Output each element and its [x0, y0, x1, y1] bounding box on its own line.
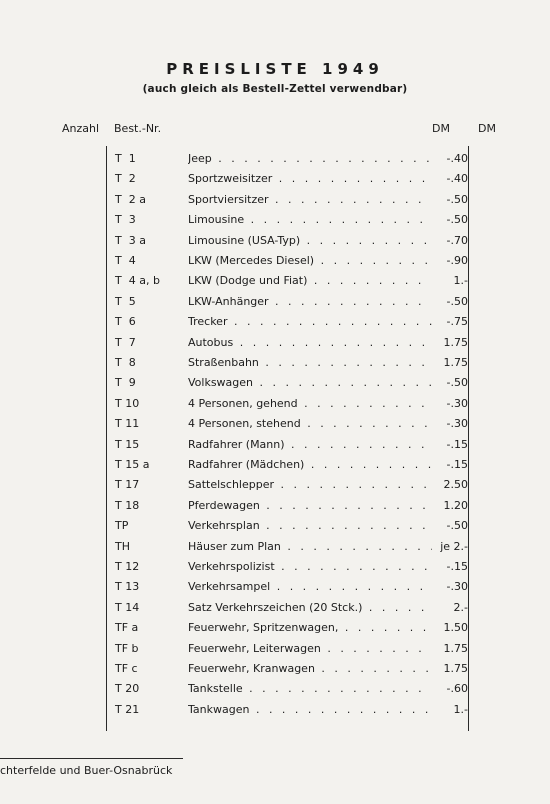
item-name: Pferdewagen . . .: [188, 499, 432, 512]
table-row: [0, 210, 550, 230]
table-row: [0, 639, 550, 659]
table-row: [0, 414, 550, 434]
item-price: -.50: [432, 295, 468, 308]
item-price: 1.75: [432, 662, 468, 675]
item-price: 1.75: [432, 336, 468, 349]
item-name: Sportviersitzer . . .: [188, 193, 432, 206]
item-name: LKW (Mercedes Diesel) . . .: [188, 254, 432, 267]
order-number: T 6: [115, 315, 136, 329]
order-number: T 8: [115, 356, 136, 369]
item-price: -.50: [432, 519, 468, 532]
order-number: T 15 a: [115, 458, 150, 471]
item-price: -.50: [432, 213, 468, 226]
item-name: Feuerwehr, Kranwagen . . .: [188, 662, 432, 675]
table-row: [0, 679, 550, 699]
item-name: Verkehrsampel . . .: [188, 580, 432, 593]
item-name: Limousine . . .: [188, 213, 432, 226]
table-row: [0, 496, 550, 516]
order-number: TH: [115, 539, 130, 553]
item-price: -.15: [432, 560, 468, 573]
column-header-best-nr: Best.-Nr.: [114, 122, 162, 135]
table-row: [0, 271, 550, 291]
order-number: T 2: [115, 172, 136, 186]
item-price: 1.75: [432, 356, 468, 369]
table-row: [0, 659, 550, 679]
table-row: [0, 618, 550, 638]
table-row: [0, 231, 550, 251]
item-price: 1.-: [432, 703, 468, 716]
table-row: [0, 149, 550, 169]
item-price: -.60: [432, 682, 468, 695]
order-number: T 14: [115, 600, 140, 614]
item-name: Tankstelle . . .: [188, 682, 432, 695]
order-number: T 4: [115, 254, 136, 267]
order-number: T 17: [115, 478, 140, 492]
table-row: [0, 577, 550, 597]
table-row: [0, 333, 550, 353]
item-name: Trecker . . .: [188, 315, 432, 328]
item-price: -.50: [432, 193, 468, 206]
item-name: Häuser zum Plan . . .: [188, 540, 432, 553]
order-number: T 2 a: [115, 192, 146, 206]
item-price: -.75: [432, 315, 468, 328]
item-price: -.50: [432, 376, 468, 389]
item-price: 2.-: [432, 601, 468, 614]
item-name: Sattelschlepper . . .: [188, 478, 432, 491]
order-number: T 11: [115, 417, 140, 431]
item-name: Verkehrsplan . . .: [188, 519, 432, 532]
item-price: -.90: [432, 254, 468, 267]
order-number: T 18: [115, 498, 140, 512]
order-number: T 9: [115, 376, 136, 390]
table-row: [0, 557, 550, 577]
order-number: TF a: [115, 621, 139, 635]
order-number: T 7: [115, 335, 136, 349]
table-row: [0, 598, 550, 618]
item-name: Satz Verkehrszeichen (20 Stck.) . . .: [188, 601, 432, 614]
order-number: T 20: [115, 682, 140, 696]
table-row: [0, 700, 550, 720]
item-name: Radfahrer (Mann) . . .: [188, 438, 432, 451]
page-subtitle: (auch gleich als Bestell-Zettel verwendbar): [142, 83, 408, 95]
item-name: Sportzweisitzer . . .: [188, 172, 432, 185]
item-name: Volkswagen . . .: [188, 376, 432, 389]
table-row: [0, 292, 550, 312]
item-price: -.70: [432, 234, 468, 247]
order-number: T 21: [115, 702, 140, 716]
item-price: -.15: [432, 438, 468, 451]
table-row: [0, 394, 550, 414]
item-price: -.40: [432, 172, 468, 185]
item-name: Limousine (USA-Typ) . . .: [188, 234, 432, 247]
item-price: 1.20: [432, 499, 468, 512]
table-row: [0, 537, 550, 557]
order-number: T 12: [115, 560, 140, 573]
table-row: [0, 516, 550, 536]
item-name: Autobus . . .: [188, 336, 432, 349]
item-price: -.30: [432, 580, 468, 593]
order-number: T 3 a: [115, 233, 146, 247]
item-price: -.15: [432, 458, 468, 471]
table-row: [0, 312, 550, 332]
item-name: 4 Personen, gehend . . .: [188, 397, 432, 410]
item-name: Verkehrspolizist . . .: [188, 560, 432, 573]
column-header-dm-price: DM: [432, 122, 450, 135]
table-row: [0, 455, 550, 475]
item-name: Straßenbahn . . .: [188, 356, 432, 369]
order-number: T 3: [115, 213, 136, 227]
order-number: TP: [115, 519, 129, 533]
page-title: PREISLISTE 1949: [166, 60, 384, 78]
item-price: 1.50: [432, 621, 468, 634]
order-number: T 5: [115, 294, 136, 308]
table-row: [0, 475, 550, 495]
order-number: TF c: [115, 662, 138, 675]
item-price: je 2.-: [432, 540, 468, 553]
item-name: 4 Personen, stehend . . .: [188, 417, 432, 430]
item-price: 2.50: [432, 478, 468, 491]
footer-rule: [0, 758, 183, 759]
item-price: 1.75: [432, 642, 468, 655]
item-name: Feuerwehr, Spritzenwagen, . . .: [188, 621, 432, 634]
item-name: Jeep . . .: [188, 152, 432, 165]
footer-address: chterfelde und Buer-Osnabrück: [0, 764, 173, 777]
item-price: -.30: [432, 397, 468, 410]
order-number: T 4 a, b: [115, 274, 160, 288]
table-row: [0, 190, 550, 210]
item-name: LKW (Dodge und Fiat) . . .: [188, 274, 432, 287]
item-price: -.40: [432, 152, 468, 165]
order-number: TF b: [115, 641, 139, 655]
order-number: T 13: [115, 580, 140, 594]
table-row: [0, 251, 550, 271]
order-number: T 15: [115, 437, 140, 451]
order-number: T 1: [115, 152, 136, 165]
table-row: [0, 353, 550, 373]
item-price: 1.-: [432, 274, 468, 287]
order-number: T 10: [115, 396, 140, 410]
table-row: [0, 373, 550, 393]
column-header-anzahl: Anzahl: [62, 122, 100, 135]
table-row: [0, 435, 550, 455]
column-header-dm-total: DM: [478, 122, 496, 135]
item-name: Feuerwehr, Leiterwagen . . .: [188, 642, 432, 655]
item-name: Tankwagen . . .: [188, 703, 432, 716]
item-name: Radfahrer (Mädchen) . . .: [188, 458, 432, 471]
table-row: [0, 169, 550, 189]
item-price: -.30: [432, 417, 468, 430]
item-name: LKW-Anhänger . . .: [188, 295, 432, 308]
